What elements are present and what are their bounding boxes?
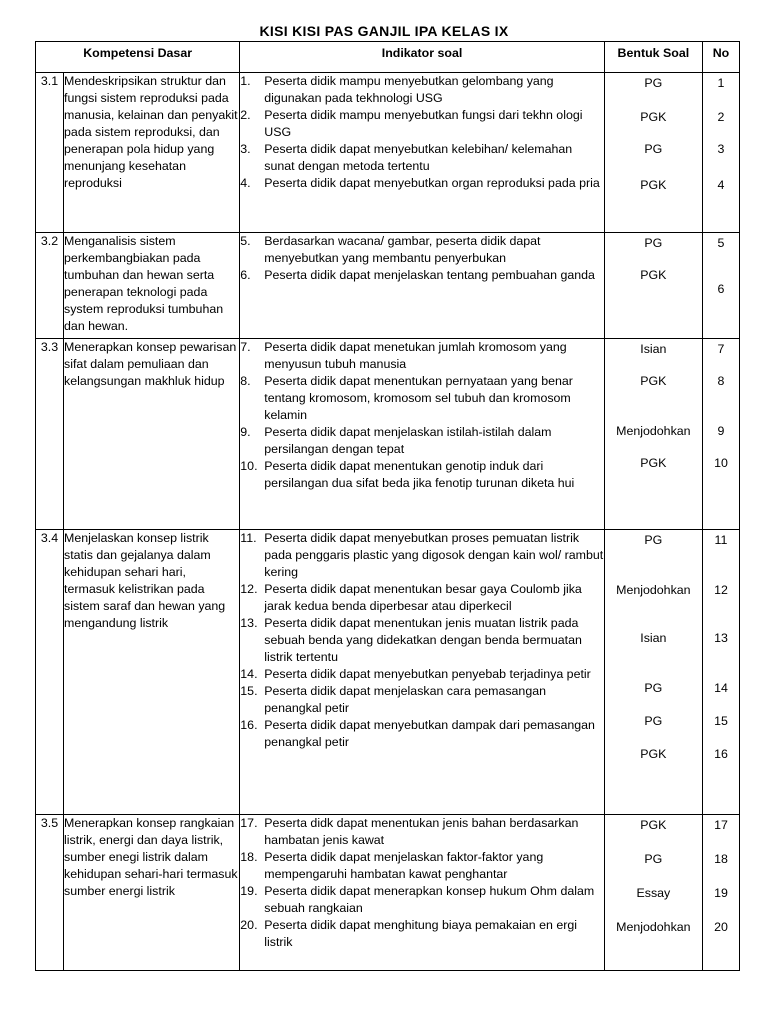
indicator-item xyxy=(240,717,604,751)
question-number-cell xyxy=(702,530,739,815)
indicator-text: Peserta didik mampu menyebutkan fungsi dari tekhn ologi USG xyxy=(264,108,583,139)
indicator-item xyxy=(240,73,604,107)
table-row xyxy=(36,233,740,339)
question-number: 3 xyxy=(717,142,725,156)
question-number: 19 xyxy=(714,886,728,900)
indicator-number: 11. xyxy=(240,531,257,545)
bentuk-soal: PG xyxy=(644,236,663,250)
indicator-number: 1. xyxy=(240,74,251,88)
indicator-text: Peserta didik dapat menyebutkan dampak dari pemasangan penangkal petir xyxy=(264,718,595,749)
indicator-number: 10. xyxy=(240,459,258,473)
kd-description: Menerapkan konsep pewarisan sifat dalam pemuliaan dan kelangsungan makhluk hidup xyxy=(64,339,240,530)
indicator-text: Peserta didik dapat menentukan genotip induk dari persilangan dua sifat beda jika fenotip turunan diketa hui xyxy=(264,459,575,490)
question-number: 12 xyxy=(714,583,728,597)
bentuk-soal: PG xyxy=(644,142,663,156)
header-kompetensi: Kompetensi Dasar xyxy=(36,42,240,73)
indicator-list xyxy=(240,73,605,233)
kd-number: 3.2 xyxy=(36,233,64,339)
bentuk-soal-cell xyxy=(604,233,702,339)
bentuk-soal: PGK xyxy=(640,178,667,192)
indicator-item xyxy=(240,849,604,883)
indicator-text: Peserta didik dapat menjelaskan tentang pembuahan ganda xyxy=(264,268,595,282)
question-number: 15 xyxy=(714,714,728,728)
indicator-text: Peserta didik dapat menjelaskan istilah-istilah dalam persilangan dengan tepat xyxy=(264,425,552,456)
indicator-list xyxy=(240,233,605,339)
bentuk-soal: PG xyxy=(644,533,663,547)
question-number: 10 xyxy=(714,456,728,470)
indicator-number: 18. xyxy=(240,850,258,864)
bentuk-soal: Menjodohkan xyxy=(616,583,691,597)
indicator-item xyxy=(240,107,604,141)
question-number: 7 xyxy=(717,342,725,356)
indicator-text: Peserta didik dapat menyebutkan penyebab terjadinya petir xyxy=(264,667,591,681)
indicator-item xyxy=(240,883,604,917)
question-number: 11 xyxy=(714,533,728,547)
kd-number: 3.3 xyxy=(36,339,64,530)
indicator-item xyxy=(240,233,604,267)
indicator-number: 13. xyxy=(240,616,258,630)
indicator-item xyxy=(240,373,604,424)
question-number: 16 xyxy=(714,747,728,761)
table-row xyxy=(36,815,740,971)
header-indikator: Indikator soal xyxy=(240,42,605,73)
indicator-number: 14. xyxy=(240,667,258,681)
indicator-text: Peserta didik mampu menyebutkan gelombang yang digunakan pada tekhnologi USG xyxy=(264,74,554,105)
indicator-item xyxy=(240,458,604,492)
indicator-number: 16. xyxy=(240,718,258,732)
table-row xyxy=(36,73,740,233)
indicator-number: 2. xyxy=(240,108,251,122)
question-number: 6 xyxy=(717,282,725,296)
question-number: 18 xyxy=(714,852,728,866)
bentuk-soal: PG xyxy=(644,681,663,695)
header-no: No xyxy=(702,42,739,73)
indicator-item xyxy=(240,683,604,717)
kd-description: Menganalisis sistem perkembangbiakan pada tumbuhan dan hewan serta penerapan teknologi pada system reproduksi tumbuhan dan hewan. xyxy=(64,233,240,339)
indicator-list xyxy=(240,530,605,815)
bentuk-soal: PGK xyxy=(640,110,667,124)
bentuk-soal: PGK xyxy=(640,268,667,282)
indicator-number: 5. xyxy=(240,234,251,248)
indicator-text: Peserta didik dapat menyebutkan kelebihan/ kelemahan sunat dengan metoda tertentu xyxy=(264,142,573,173)
bentuk-soal-cell xyxy=(604,530,702,815)
question-number: 5 xyxy=(717,236,725,250)
indicator-item xyxy=(240,339,604,373)
indicator-number: 12. xyxy=(240,582,258,596)
indicator-number: 9. xyxy=(240,425,251,439)
indicator-text: Peserta didik dapat menjelaskan faktor-faktor yang mempengaruhi hambatan kawat penghantar xyxy=(264,850,544,881)
question-number: 9 xyxy=(717,424,725,438)
bentuk-soal: Isian xyxy=(640,631,667,645)
table-header-row xyxy=(36,42,740,73)
bentuk-soal: Menjodohkan xyxy=(616,424,691,438)
indicator-item xyxy=(240,424,604,458)
kd-number: 3.4 xyxy=(36,530,64,815)
kd-number: 3.5 xyxy=(36,815,64,971)
table-row xyxy=(36,339,740,530)
bentuk-soal: PG xyxy=(644,852,663,866)
bentuk-soal: PGK xyxy=(640,374,667,388)
indicator-number: 6. xyxy=(240,268,251,282)
indicator-item xyxy=(240,141,604,175)
question-number-cell xyxy=(702,815,739,971)
question-number: 13 xyxy=(714,631,728,645)
question-number: 14 xyxy=(714,681,728,695)
indicator-text: Peserta didik dapat menerapkan konsep hukum Ohm dalam sebuah rangkaian xyxy=(264,884,595,915)
indicator-item xyxy=(240,666,604,683)
indicator-number: 15. xyxy=(240,684,258,698)
indicator-number: 17. xyxy=(240,816,258,830)
indicator-text: Peserta didik dapat menjelaskan cara pemasangan penangkal petir xyxy=(264,684,546,715)
indicator-text: Peserta didik dapat menyebutkan organ reproduksi pada pria xyxy=(264,176,600,190)
indicator-number: 4. xyxy=(240,176,251,190)
indicator-text: Peserta didik dapat menentukan pernyataan yang benar tentang kromosom, kromosom sel tubuh dan kromosom kelamin xyxy=(264,374,573,422)
bentuk-soal: PGK xyxy=(640,456,667,470)
indicator-list xyxy=(240,815,605,971)
question-number: 1 xyxy=(717,76,725,90)
question-number: 17 xyxy=(714,818,728,832)
indicator-number: 19. xyxy=(240,884,258,898)
indicator-number: 8. xyxy=(240,374,251,388)
bentuk-soal: Essay xyxy=(636,886,671,900)
kd-description: Menjelaskan konsep listrik statis dan gejalanya dalam kehidupan sehari hari, termasuk kelistrikan pada sistem saraf dan hewan yang mengandung listrik xyxy=(64,530,240,815)
table-row xyxy=(36,530,740,815)
question-number: 8 xyxy=(717,374,725,388)
bentuk-soal: PG xyxy=(644,76,663,90)
indicator-item xyxy=(240,267,604,284)
indicator-text: Peserta didik dapat menentukan besar gaya Coulomb jika jarak kedua benda diperbesar atau diperkecil xyxy=(264,582,582,613)
header-bentuk: Bentuk Soal xyxy=(604,42,702,73)
bentuk-soal: PG xyxy=(644,714,663,728)
bentuk-soal-cell xyxy=(604,815,702,971)
indicator-text: Peserta didik dapat menetukan jumlah kromosom yang menyusun tubuh manusia xyxy=(264,340,567,371)
bentuk-soal: PGK xyxy=(640,818,667,832)
indicator-item xyxy=(240,530,604,581)
indicator-text: Peserta didik dapat menentukan jenis muatan listrik pada sebuah benda yang didekatkan dengan benda bermuatan listrik tertentu xyxy=(264,616,582,664)
question-number: 4 xyxy=(717,178,725,192)
question-number: 2 xyxy=(717,110,725,124)
indicator-text: Peserta didik dapat menyebutkan proses pemuatan listrik pada penggaris plastic yang digosok dengan kain wol/ rambut kering xyxy=(264,531,604,579)
indicator-list xyxy=(240,339,605,530)
indicator-text: Peserta didk dapat menentukan jenis bahan berdasarkan hambatan jenis kawat xyxy=(264,816,579,847)
bentuk-soal-cell xyxy=(604,339,702,530)
kd-description: Menerapkan konsep rangkaian listrik, energi dan daya listrik, sumber enegi listrik dalam kehidupan sehari-hari termasuk sumber energi listrik xyxy=(64,815,240,971)
bentuk-soal-cell xyxy=(604,73,702,233)
indicator-item xyxy=(240,917,604,951)
indicator-number: 3. xyxy=(240,142,251,156)
kd-number: 3.1 xyxy=(36,73,64,233)
question-number-cell xyxy=(702,233,739,339)
indicator-number: 7. xyxy=(240,340,251,354)
indicator-item xyxy=(240,615,604,666)
kd-description: Mendeskripsikan struktur dan fungsi sistem reproduksi pada manusia, kelainan dan penyakit pada sistem reproduksi, dan penerapan pola hidup yang menunjang kesehatan reproduksi xyxy=(64,73,240,233)
indicator-item xyxy=(240,815,604,849)
question-number-cell xyxy=(702,73,739,233)
bentuk-soal: PGK xyxy=(640,747,667,761)
kisi-table xyxy=(35,41,740,971)
bentuk-soal: Isian xyxy=(640,342,667,356)
question-number: 20 xyxy=(714,920,728,934)
bentuk-soal: Menjodohkan xyxy=(616,920,691,934)
indicator-item xyxy=(240,581,604,615)
indicator-number: 20. xyxy=(240,918,258,932)
indicator-text: Peserta didik dapat menghitung biaya pemakaian en ergi listrik xyxy=(264,918,578,949)
indicator-text: Berdasarkan wacana/ gambar, peserta didik dapat menyebutkan yang membantu penyerbukan xyxy=(264,234,541,265)
question-number-cell xyxy=(702,339,739,530)
page-title: KISI KISI PAS GANJIL IPA KELAS IX xyxy=(259,23,509,39)
indicator-item xyxy=(240,175,604,192)
